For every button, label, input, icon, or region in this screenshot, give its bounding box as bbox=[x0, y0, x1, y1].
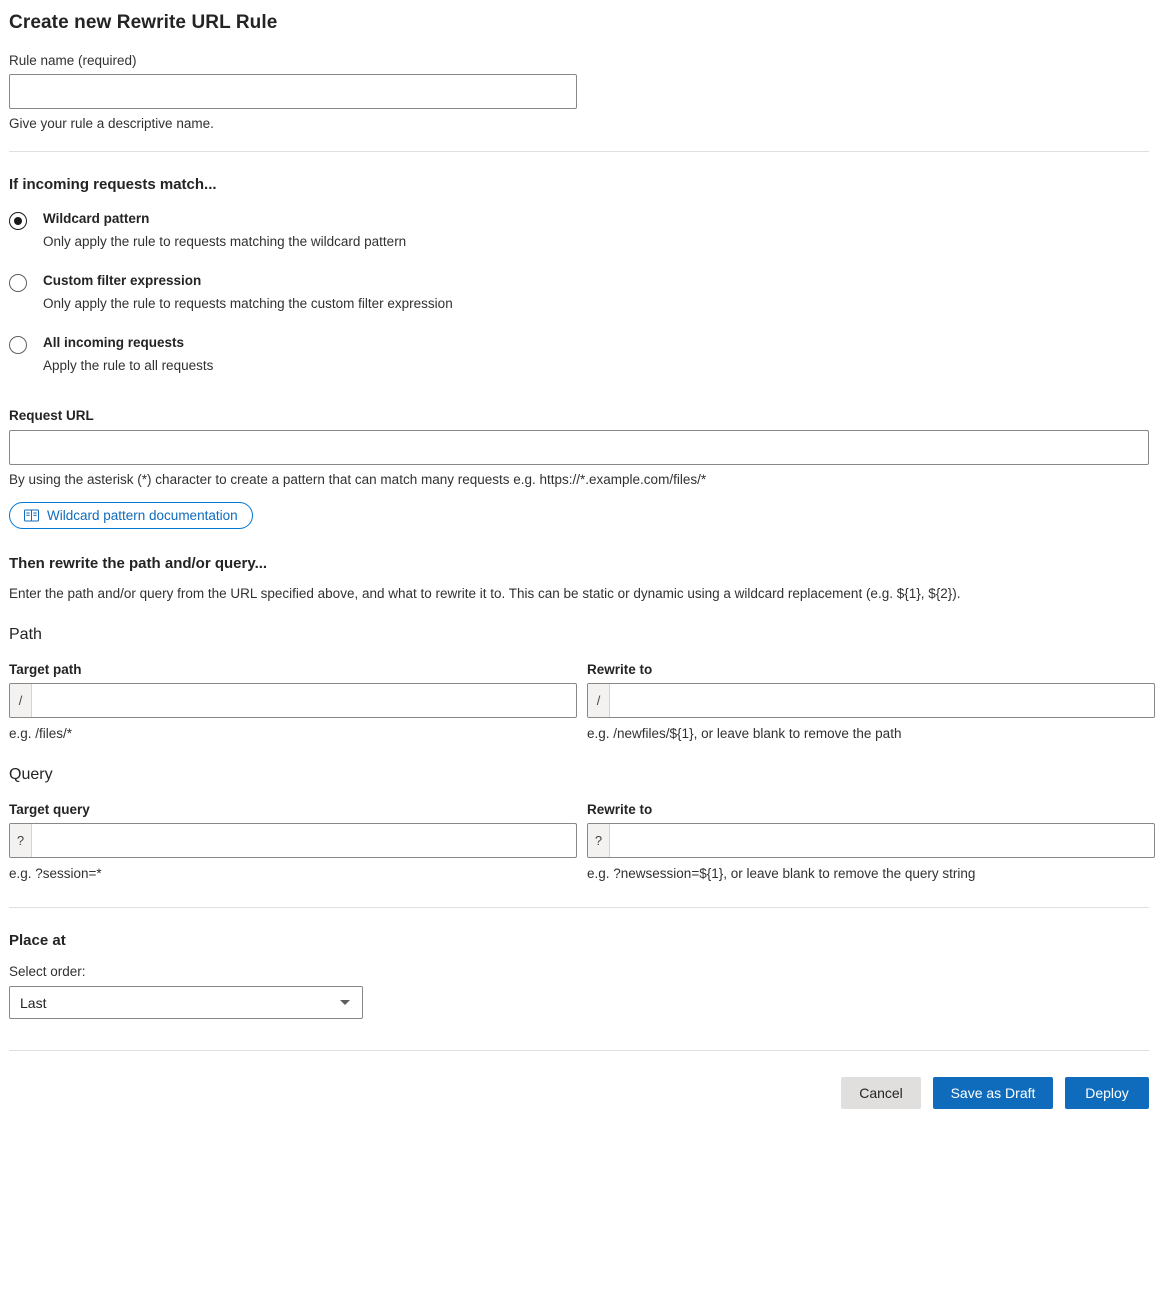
select-order-dropdown[interactable] bbox=[9, 986, 363, 1019]
book-icon bbox=[24, 509, 39, 522]
save-as-draft-button[interactable]: Save as Draft bbox=[933, 1077, 1053, 1109]
radio-label-custom-filter-expression: Custom filter expression bbox=[43, 273, 202, 288]
query-fields-row bbox=[9, 784, 1149, 881]
target-path-label: Target path bbox=[9, 662, 82, 677]
rule-name-input[interactable] bbox=[9, 74, 577, 109]
query-rewrite-to-field[interactable] bbox=[587, 823, 1155, 858]
divider-top bbox=[9, 151, 1149, 152]
target-query-label: Target query bbox=[9, 802, 90, 817]
radio-desc-custom-filter-expression: Only apply the rule to requests matching the custom filter expression bbox=[43, 296, 453, 311]
wildcard-pattern-documentation-label: Wildcard pattern documentation bbox=[47, 508, 238, 523]
request-url-helper: By using the asterisk (*) character to create a pattern that can match many requests e.g. https://*.example.com/files/* bbox=[9, 472, 707, 487]
cancel-button[interactable]: Cancel bbox=[841, 1077, 921, 1109]
target-query-input[interactable] bbox=[32, 824, 576, 857]
path-rewrite-to-label: Rewrite to bbox=[587, 662, 653, 677]
target-query-field[interactable] bbox=[9, 823, 577, 858]
chevron-down-icon[interactable] bbox=[340, 1000, 350, 1005]
radio-option-wildcard-pattern[interactable] bbox=[9, 211, 1149, 250]
rule-name-helper: Give your rule a descriptive name. bbox=[9, 116, 214, 131]
radio-desc-all-incoming-requests: Apply the rule to all requests bbox=[43, 358, 214, 373]
path-rewrite-to-prefix: / bbox=[588, 684, 610, 717]
query-group-title: Query bbox=[9, 766, 53, 783]
path-fields-row bbox=[9, 644, 1149, 741]
footer-actions bbox=[9, 1051, 1149, 1129]
path-rewrite-to-input[interactable] bbox=[610, 684, 1154, 717]
path-rewrite-to-helper: e.g. /newfiles/${1}, or leave blank to remove the path bbox=[587, 726, 902, 741]
path-rewrite-column bbox=[587, 644, 1155, 741]
target-path-input[interactable] bbox=[32, 684, 576, 717]
rule-name-label: Rule name (required) bbox=[9, 53, 137, 68]
query-rewrite-to-label: Rewrite to bbox=[587, 802, 653, 817]
radio-icon-custom-filter-expression[interactable] bbox=[9, 274, 27, 292]
radio-option-custom-filter-expression[interactable] bbox=[9, 273, 1149, 312]
radio-label-all-incoming-requests: All incoming requests bbox=[43, 335, 185, 350]
divider-middle bbox=[9, 907, 1149, 908]
radio-option-all-incoming-requests[interactable] bbox=[9, 335, 1149, 374]
place-at-title: Place at bbox=[9, 932, 66, 949]
match-radio-group bbox=[9, 211, 1149, 374]
rewrite-section-intro: Enter the path and/or query from the URL specified above, and what to rewrite it to. This can be static or dynamic using a wildcard replacement (e.g. ${1}, ${2}). bbox=[9, 586, 961, 601]
deploy-button[interactable]: Deploy bbox=[1065, 1077, 1149, 1109]
rewrite-section-title: Then rewrite the path and/or query... bbox=[9, 555, 268, 572]
query-rewrite-to-helper: e.g. ?newsession=${1}, or leave blank to remove the query string bbox=[587, 866, 976, 881]
wildcard-pattern-documentation-link[interactable] bbox=[9, 502, 253, 529]
request-url-label: Request URL bbox=[9, 408, 94, 423]
query-rewrite-column bbox=[587, 784, 1155, 881]
select-order-value: Last bbox=[20, 994, 47, 1011]
path-rewrite-to-field[interactable] bbox=[587, 683, 1155, 718]
path-group-title: Path bbox=[9, 626, 42, 643]
target-query-helper: e.g. ?session=* bbox=[9, 866, 102, 881]
radio-desc-wildcard-pattern: Only apply the rule to requests matching the wildcard pattern bbox=[43, 234, 407, 249]
select-order-label: Select order: bbox=[9, 964, 86, 979]
target-path-prefix: / bbox=[10, 684, 32, 717]
target-query-prefix: ? bbox=[10, 824, 32, 857]
target-path-field[interactable] bbox=[9, 683, 577, 718]
query-rewrite-to-prefix: ? bbox=[588, 824, 610, 857]
query-rewrite-to-input[interactable] bbox=[610, 824, 1154, 857]
target-path-helper: e.g. /files/* bbox=[9, 726, 73, 741]
request-url-input[interactable] bbox=[9, 430, 1149, 465]
match-section-title: If incoming requests match... bbox=[9, 176, 217, 193]
page-title: Create new Rewrite URL Rule bbox=[9, 12, 278, 33]
radio-label-wildcard-pattern: Wildcard pattern bbox=[43, 211, 150, 226]
radio-icon-all-incoming-requests[interactable] bbox=[9, 336, 27, 354]
query-target-column bbox=[9, 784, 577, 881]
radio-icon-wildcard-pattern[interactable] bbox=[9, 212, 27, 230]
path-target-column bbox=[9, 644, 577, 741]
